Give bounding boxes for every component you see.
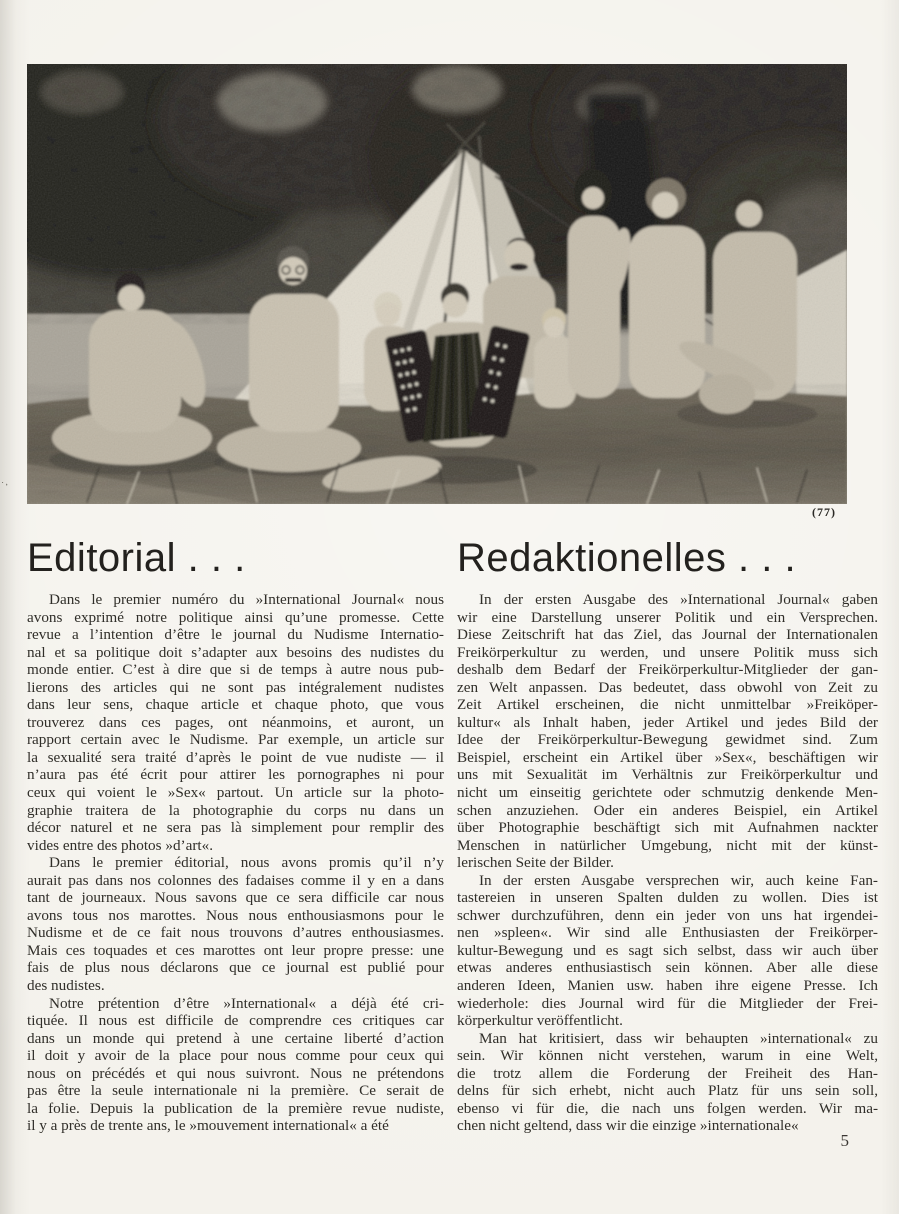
text-line: ebenso vi für die, die nach uns folgen werden. Wir ma-: [457, 1099, 878, 1117]
text-line: nen »spleen«. Wir sind alle Enthusiasten der Freikörper-: [457, 924, 878, 942]
redaktionelles-body: [457, 591, 878, 1135]
text-line: nous on précédés et qui nous suivront. Nous ne prétendons: [27, 1064, 444, 1082]
text-line: aurait pas dans nos colonnes des fadaises comme il y en a dans: [27, 871, 444, 889]
film-grain-overlay: [27, 64, 847, 504]
text-line: la folie. Depuis la publication de la première revue nudiste,: [27, 1099, 444, 1117]
margin-speck: ·,: [0, 476, 10, 488]
text-line: pas être la seule internationale ni la première. Ce serait de: [27, 1082, 444, 1100]
photo-illustration: [27, 64, 847, 504]
text-line: revue a l’intention d’être le journal du Nudisme Internatio-: [27, 626, 444, 644]
text-line: schwer durchzuführen, denn ein jeder von uns hat irgendei-: [457, 906, 878, 924]
photo-caption: (77): [812, 505, 836, 519]
campsite-photograph: [27, 64, 847, 504]
text-line: n’aura pas été écrit pour attirer les pornographes ni pour: [27, 766, 444, 784]
text-line: des nudistes.: [27, 977, 105, 995]
text-line: kultur-Bewegung und es sagt sich selbst, dass wir auch über: [457, 941, 878, 959]
text-line: Dans le premier éditorial, nous avons promis qu’il n’y: [49, 854, 444, 872]
text-line: décor naturel et ne sera pas là simplement pour remplir des: [27, 819, 444, 837]
text-line: Diese Zeitschrift hat das Ziel, das Journal der Internationalen: [457, 626, 878, 644]
text-line: sein. Wir können nicht verstehen, warum in eine Welt,: [457, 1047, 878, 1065]
text-line: In der ersten Ausgabe versprechen wir, auch keine Fan-: [479, 871, 878, 889]
text-line: Zeit Artikel erscheinen, die nicht unmittelbar »Freiköper-: [457, 696, 878, 714]
text-line: die trotz allem die Forderung der Freiheit des Han-: [457, 1064, 878, 1082]
text-line: ceux qui voient le »Sex« partout. Un article sur la photo-: [27, 784, 444, 802]
text-line: tiquée. Il nous est difficile de comprendre ces critiques car: [27, 1012, 444, 1030]
text-line: fais de plus nous déclarons que ce journal est publié pour: [27, 959, 444, 977]
editorial-heading: Editorial . . .: [27, 536, 246, 580]
text-line: tastereien in unseren Spalten dulden zu wollen. Dies ist: [457, 889, 878, 907]
text-line: Man hat kritisiert, dass wir behaupten »international« zu: [479, 1029, 878, 1047]
text-line: rapport certain avec le Nudisme. Par exemple, un article sur: [27, 731, 444, 749]
text-line: il doit y avoir de la place pour nous comme pour ceux qui: [27, 1047, 444, 1065]
text-line: nicht um einseitig gerichtete oder schmutzig denkende Men-: [457, 784, 878, 802]
text-line: etwas anderes enthusiastisch sein können. Aber alle diese: [457, 959, 878, 977]
text-line: delns für sich erhebt, nicht auch Platz für uns sein soll,: [457, 1082, 878, 1100]
page-number: 5: [840, 1131, 849, 1150]
text-line: Beispiel, erscheint ein Artikel über »Sex«, beschäftigen wir: [457, 748, 878, 766]
text-line: monde entier. C’est à dire que si de temps à autre nous pub-: [27, 661, 444, 679]
text-line: lierons des articles qui ne sont pas intégralement nudistes: [27, 678, 444, 696]
text-line: graphie traitera de la photographie du corps nu dans un: [27, 801, 444, 819]
editorial-body: [27, 591, 444, 1135]
text-line: la sexualité sera traité d’après le point de vue nudiste — il: [27, 748, 444, 766]
text-line: dans un monde qui pretend à une certaine liberté d’action: [27, 1029, 444, 1047]
text-line: avons exprimé notre politique ainsi qu’une promesse. Cette: [27, 608, 444, 626]
text-line: kultur« als Inhalt haben, jeder Artikel und jedes Bild der: [457, 713, 878, 731]
text-line: nal et sa politique doit s’adapter aux besoins des nudistes du: [27, 643, 444, 661]
text-line: Mais ces toquades et ces marottes ont leur propre presse: une: [27, 941, 444, 959]
text-line: zen Welt anpassen. Das bedeutet, dass obwohl von Zeit zu: [457, 678, 878, 696]
text-line: tant de journeaux. Nous savons que ce sera difficile car nous: [27, 889, 444, 907]
text-line: deshalb dem Bedarf der Freikörperkultur-Mitglieder der gan-: [457, 661, 878, 679]
text-line: In der ersten Ausgabe des »International Journal« gaben: [479, 591, 878, 608]
text-line: il y a près de trente ans, le »mouvement international« a été: [27, 1117, 389, 1135]
text-line: vides entre des photos »d’art«.: [27, 836, 214, 854]
text-line: lerischen Seite der Bilder.: [457, 854, 614, 872]
redaktionelles-column: [457, 537, 878, 1135]
text-line: avons tous nos marottes. Nous nous enthousiasmons pour le: [27, 906, 444, 924]
text-line: Menschen in natürlicher Umgebung, nicht mit der künst-: [457, 836, 878, 854]
text-line: wir eine Darstellung unserer Politik und ein Versprechen.: [457, 608, 878, 626]
text-line: Idee der Freikörperkultur-Bewegung gewidmet sind. Zum: [457, 731, 878, 749]
text-line: dans leur sens, chaque article et chaque photo, que vous: [27, 696, 444, 714]
text-line: chen nicht geltend, dass wir die einzige »internationale«: [457, 1117, 799, 1135]
text-line: anderen Ideen, Manien usw. haben ihre eigene Presse. Ich: [457, 977, 878, 995]
text-line: körperkultur veröffentlicht.: [457, 1012, 623, 1030]
text-line: wiederhole: dies Journal wird für die Mitglieder der Frei-: [457, 994, 878, 1012]
text-line: Nudisme et de ce fait nous trouvons d’autres enthousiasmes.: [27, 924, 444, 942]
text-line: Dans le premier numéro du »International Journal« nous: [49, 591, 444, 608]
two-column-text: [27, 537, 878, 1135]
redaktionelles-heading: Redaktionelles . . .: [457, 536, 797, 580]
text-line: trouverez dans ces pages, ont néanmoins, et auront, un: [27, 713, 444, 731]
editorial-column: [27, 537, 444, 1135]
text-line: über Photographie beschäftigt sich mit Aufnahmen nackter: [457, 819, 878, 837]
text-line: schen anzuziehen. Oder ein anderes Beispiel, ein Artikel: [457, 801, 878, 819]
text-line: Notre prétention d’être »International« a déjà été cri-: [49, 994, 444, 1012]
text-line: Freikörperkultur zu werden, und unsere Politik muss sich: [457, 643, 878, 661]
text-line: uns mit Sexualität im Verhältnis zur Freikörperkultur und: [457, 766, 878, 784]
